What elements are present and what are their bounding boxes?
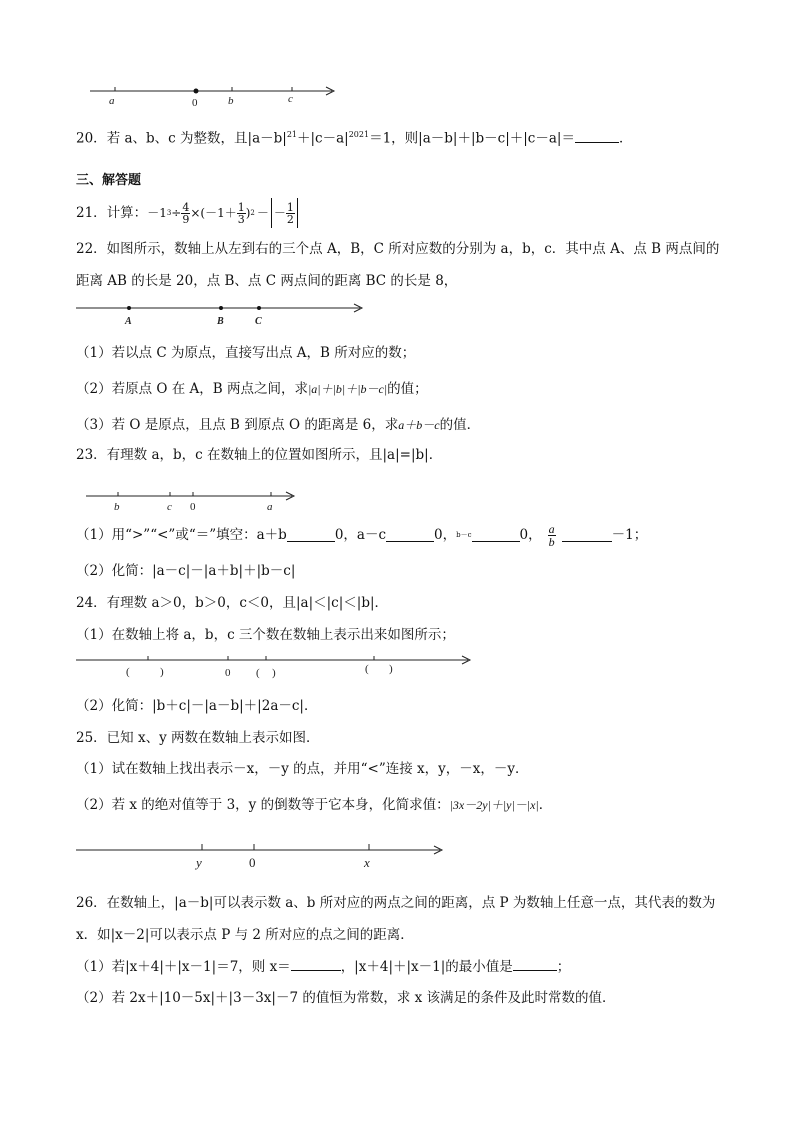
q22-axis-label-A: A xyxy=(125,316,132,327)
q23-sub1-text3: 0， xyxy=(434,527,457,543)
q23-number-line xyxy=(86,484,301,514)
q26-blank-1[interactable] xyxy=(291,958,341,971)
q26-sub1-text2: ，|x＋4|＋|x－1|的最小值是 xyxy=(340,959,513,975)
q24-paren-close-3: ) xyxy=(389,663,393,675)
q24-paren-open-1: ( xyxy=(126,666,130,678)
question-20 xyxy=(76,126,632,148)
q21-exp1: 3 xyxy=(166,209,172,217)
q22-number-line xyxy=(76,298,366,328)
q24-sub1: （1）在数轴上将 a，b，c 三个数在数轴上表示出来如图所示； xyxy=(76,627,455,643)
q20-end: ． xyxy=(618,130,633,147)
q21-fraction-1-3: $\frac{1}{3}$ xyxy=(237,200,245,226)
q23-blank-4[interactable] xyxy=(562,529,612,542)
q23-blank-3[interactable] xyxy=(472,529,520,542)
q21-abs-open xyxy=(271,198,272,228)
q23-axis-label-c: c xyxy=(167,501,172,513)
q21-fraction-4-9: $\frac{4}{9}$ xyxy=(182,200,190,226)
q21-div: ÷ xyxy=(171,206,182,220)
q20-number: 20． xyxy=(76,130,107,147)
q23-axis-label-0: 0 xyxy=(190,501,196,513)
q22-axis-label-C: C xyxy=(255,316,262,327)
q25-sub1: （1）试在数轴上找出表示－x，－y 的点，并用“<”连接 x，y，－x，－y． xyxy=(76,761,529,777)
q23-line1: 23．有理数 a，b，c 在数轴上的位置如图所示，且|a|=|b|． xyxy=(76,447,443,463)
q20-sup2: 2021 xyxy=(348,130,370,139)
q22-sub2 xyxy=(76,380,428,398)
q21-lead: 计算： xyxy=(106,205,148,221)
q25-sub2 xyxy=(76,796,552,814)
q20-axis-label-0: 0 xyxy=(192,97,198,109)
q22-sub3-end: 的值． xyxy=(439,417,481,433)
q23-blank-2[interactable] xyxy=(386,529,434,542)
q23-sub1 xyxy=(76,520,647,550)
q21-fraction-1-2: $\frac{1}{2}$ xyxy=(286,200,294,226)
q20-sup1: 21 xyxy=(286,130,297,139)
q22-sub3-expr: a＋b－c xyxy=(398,418,440,432)
q24-paren-open-2: ( xyxy=(256,667,260,679)
q24-line1: 24．有理数 a＞0，b＞0，c＜0，且|a|＜|c|＜|b|． xyxy=(76,595,389,611)
q26-line1: 26．在数轴上，|a－b|可以表示数 a、b 所对应的两点之间的距离，点 P 为数轴上任意一点，其代表的数为 xyxy=(76,895,716,911)
q20-answer-blank[interactable] xyxy=(575,130,619,143)
q26-sub2: （2）若 2x＋|10－5x|＋|3－3x|－7 的值恒为常数，求 x 该满足的条件及此时常数的值． xyxy=(76,990,616,1006)
q26-blank-2[interactable] xyxy=(513,958,557,971)
q25-axis-label-x: x xyxy=(364,855,370,870)
q21-part3: ×(－1＋ xyxy=(190,206,237,220)
q23-sub2: （2）化简：|a－c|－|a＋b|＋|b－c| xyxy=(76,563,296,579)
q23-sub1-text4: 0， xyxy=(519,527,542,543)
q24-number-line xyxy=(76,652,476,682)
q24-axis-label-0: 0 xyxy=(225,667,231,679)
q23-fraction-a-b: $\frac{a}{b}$ xyxy=(548,521,555,549)
q21-exp2: 2 xyxy=(250,209,255,217)
question-21 xyxy=(76,196,298,230)
q21-abs-close xyxy=(297,198,298,228)
q26-sub1 xyxy=(76,958,570,976)
q21-minus: － xyxy=(256,206,269,220)
q21-minus2: － xyxy=(273,206,286,220)
q26-sub1-text: （1）若|x＋4|＋|x－1|＝7，则 x＝ xyxy=(76,959,291,975)
q21-number: 21． xyxy=(76,205,107,221)
q21-part4: ) xyxy=(245,206,251,220)
q23-sub1-text5: －1； xyxy=(611,527,648,543)
q22-line2: 距离 AB 的长是 20，点 B、点 C 两点间的距离 BC 的长是 8， xyxy=(76,273,458,289)
section-title: 三、解答题 xyxy=(76,173,142,188)
q26-line2: x．如|x－2|可以表示点 P 与 2 所对应的点之间的距离． xyxy=(76,927,414,943)
q20-axis-label-a: a xyxy=(109,95,115,107)
q22-sub2-text: （2）若原点 O 在 A，B 两点之间，求 xyxy=(76,381,308,397)
q24-paren-open-3: ( xyxy=(365,663,369,675)
q23-axis-label-b: b xyxy=(114,501,120,513)
q25-sub2-end: ． xyxy=(538,797,553,813)
q20-number-line xyxy=(88,80,348,110)
q23-blank-1[interactable] xyxy=(287,529,335,542)
q24-paren-close-1: ) xyxy=(160,666,164,678)
q22-sub3 xyxy=(76,416,480,434)
q24-paren-close-2: ) xyxy=(272,667,276,679)
q22-sub1: （1）若以点 C 为原点，直接写出点 A，B 所对应的数； xyxy=(76,345,416,361)
q21-part1: －1 xyxy=(147,206,167,220)
q25-sub2-text: （2）若 x 的绝对值等于 3，y 的倒数等于它本身，化简求值： xyxy=(76,797,450,813)
q23-sub1-small: b－c xyxy=(456,531,472,539)
q23-sub1-text2: 0，a－c xyxy=(334,527,387,543)
q22-line1: 22．如图所示，数轴上从左到右的三个点 A，B，C 所对应数的分别为 a，b，c．其中点 A、点 B 两点间的 xyxy=(76,241,720,257)
q20-text-a: 若 a、b、c 为整数，且|a－b| xyxy=(106,130,287,147)
q23-sub1-text: （1）用“>”“<”或“＝”填空：a＋b xyxy=(76,527,287,543)
q20-text-b: ＋|c－a| xyxy=(297,130,349,147)
q22-axis-label-B: B xyxy=(217,316,224,327)
q22-sub3-text: （3）若 O 是原点，且点 B 到原点 O 的距离是 6，求 xyxy=(76,417,399,433)
q25-line1: 25．已知 x、y 两数在数轴上表示如图． xyxy=(76,730,320,746)
q25-sub2-expr: |3x－2y|＋|y|－|x| xyxy=(449,798,539,812)
q25-axis-label-0: 0 xyxy=(249,855,256,870)
q22-sub2-expr: |a|＋|b|＋|b－c| xyxy=(308,382,388,396)
q20-axis-label-c: c xyxy=(288,93,293,105)
q20-text-c: ＝1，则|a－b|＋|b－c|＋|c－a|＝ xyxy=(369,130,575,147)
q25-number-line xyxy=(76,838,451,870)
q26-sub1-end: ； xyxy=(556,959,571,975)
q25-axis-label-y: y xyxy=(196,855,202,870)
q23-axis-label-a: a xyxy=(267,501,273,513)
q20-axis-label-b: b xyxy=(228,95,234,107)
q22-sub2-end: 的值； xyxy=(387,381,428,397)
q24-sub2: （2）化简：|b＋c|－|a－b|＋|2a－c|． xyxy=(76,698,318,714)
